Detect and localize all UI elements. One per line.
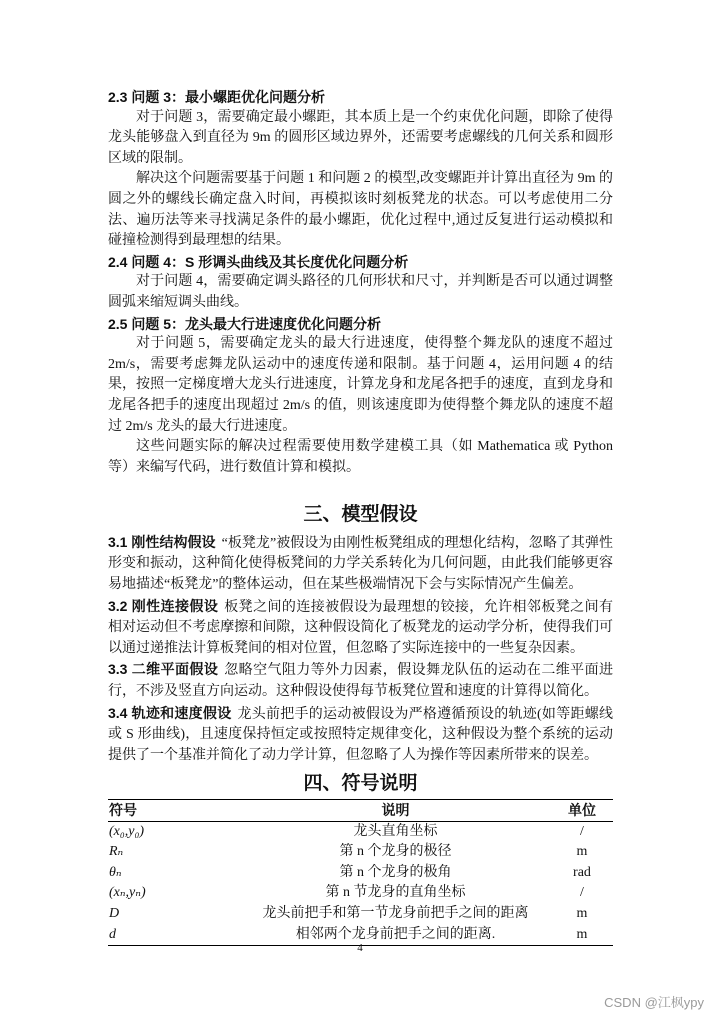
column-header-unit: 单位	[568, 802, 596, 818]
table-row	[108, 842, 613, 863]
unit-cell: m	[576, 844, 588, 860]
assumption-label: 3.4 轨迹和速度假设	[108, 704, 232, 721]
assumption-label: 3.1 刚性结构假设	[108, 533, 216, 550]
column-header-symbol: 符号	[109, 802, 137, 818]
heading-2-3: 2.3 问题 3：最小螺距优化问题分析	[108, 89, 326, 105]
document-body	[108, 87, 613, 946]
unit-cell: /	[580, 823, 584, 839]
description-cell: 第 n 个龙身的极角	[339, 864, 452, 880]
unit-cell: rad	[573, 864, 591, 880]
table-row	[108, 863, 613, 884]
watermark: CSDN @江枫ypy	[604, 995, 704, 1010]
section-title-symbols: 四、符号说明	[303, 773, 418, 795]
assumption-item	[108, 596, 613, 660]
description-cell: 第 n 节龙身的直角坐标	[325, 885, 466, 901]
heading-2-5: 2.5 问题 5：龙头最大行进速度优化问题分析	[108, 315, 382, 332]
paragraph: 这些问题实际的解决过程需要使用数学建模工具（如 Mathematica 或 Python 等）来编写代码，进行数值计算和模拟。	[108, 439, 613, 475]
heading-2-4: 2.4 问题 4：S 形调头曲线及其长度优化问题分析	[108, 253, 409, 270]
paragraph: 解决这个问题需要基于问题 1 和问题 2 的模型,改变螺距并计算出直径为 9m 的圆之外的螺线长确定盘入时间，再模拟该时刻板凳龙的状态。可以考虑使用二分法、遍历法等来寻找满足条件的最小螺距，优化过程中,通过反复进行运动模拟和碰撞检测得到最理想的结果。	[108, 171, 613, 249]
table-header-row	[108, 800, 613, 822]
column-header-description: 说明	[381, 802, 410, 818]
symbol-table	[108, 799, 613, 946]
symbol-cell: θₙ	[109, 864, 122, 880]
symbol-cell: d	[109, 926, 116, 942]
section-title-assumptions: 三、模型假设	[303, 504, 418, 526]
assumption-label: 3.2 刚性连接假设	[108, 597, 219, 614]
description-cell: 龙头直角坐标	[353, 823, 438, 839]
paragraph: 对于问题 4，需要确定调头路径的几何形状和尺寸，并判断是否可以通过调整圆弧来缩短调头曲线。	[108, 274, 613, 310]
paragraph: 对于问题 5，需要确定龙头的最大行进速度，使得整个舞龙队的速度不超过 2m/s，需要考虑舞龙队运动中的速度传递和限制。基于问题 4，运用问题 4 的结果，按照一定梯度增大龙头行进速度，计算龙身和龙尾各把手的速度，直到龙身和龙尾各把手的速度出现超过 2m/s 的值，则该速度即为使得整个舞龙队的速度不超过 2m/s 龙头的最大行进速度。	[108, 336, 613, 434]
assumption-text: 板凳之间的连接被假设为最理想的铰接，允许相邻板凳之间有相对运动但不考虑摩擦和间隙，这种假设简化了板凳龙的运动学分析，使得我们可以通过递推法计算板凳间的相对位置，但忽略了实际连接中的一些复杂因素。	[108, 599, 613, 656]
assumption-text: 龙头前把手的运动被假设为严格遵循预设的轨迹(如等距螺线或 S 形曲线)，且速度保持恒定或按照特定规律变化，这种假设为整个系统的运动提供了一个基准并简化了动力学计算，但忽略了人为操作等因素所带来的误差。	[108, 706, 613, 763]
page-number: 4	[357, 942, 363, 954]
description-cell: 龙头前把手和第一节龙身前把手之间的距离	[262, 905, 529, 921]
table-row	[108, 821, 613, 842]
symbol-cell: Rₙ	[109, 844, 124, 860]
assumption-label: 3.3 二维平面假设	[108, 661, 219, 678]
description-cell: 第 n 个龙身的极径	[339, 844, 452, 860]
unit-cell: m	[576, 905, 588, 921]
assumption-item	[108, 532, 613, 596]
unit-cell: /	[580, 885, 584, 901]
symbol-cell: (xₙ,yₙ)	[109, 885, 146, 901]
symbol-cell: D	[109, 905, 120, 921]
unit-cell: m	[576, 926, 588, 942]
table-row	[108, 883, 613, 904]
description-cell: 相邻两个龙身前把手之间的距离.	[295, 926, 496, 942]
paragraph: 对于问题 3，需要确定最小螺距，其本质上是一个约束优化问题，即除了使得龙头能够盘入到直径为 9m 的圆形区域边界外，还需要考虑螺线的几何关系和圆形区域的限制。	[108, 109, 613, 166]
assumption-text: 忽略空气阻力等外力因素，假设舞龙队伍的运动在二维平面进行，不涉及竖直方向运动。这种假设使得每节板凳位置和速度的计算得以简化。	[108, 663, 613, 700]
assumption-text: “板凳龙”被假设为由刚性板凳组成的理想化结构，忽略了其弹性形变和振动，这种简化使得板凳间的力学关系转化为几何问题，由此我们能够更容易地描述“板凳龙”的整体运动，但在某些极端情况下会与实际情况产生偏差。	[108, 535, 613, 593]
symbol-cell: (x₀,y₀)	[109, 823, 144, 839]
table-row	[108, 904, 613, 925]
assumption-item	[108, 659, 613, 702]
assumption-item	[108, 703, 613, 767]
